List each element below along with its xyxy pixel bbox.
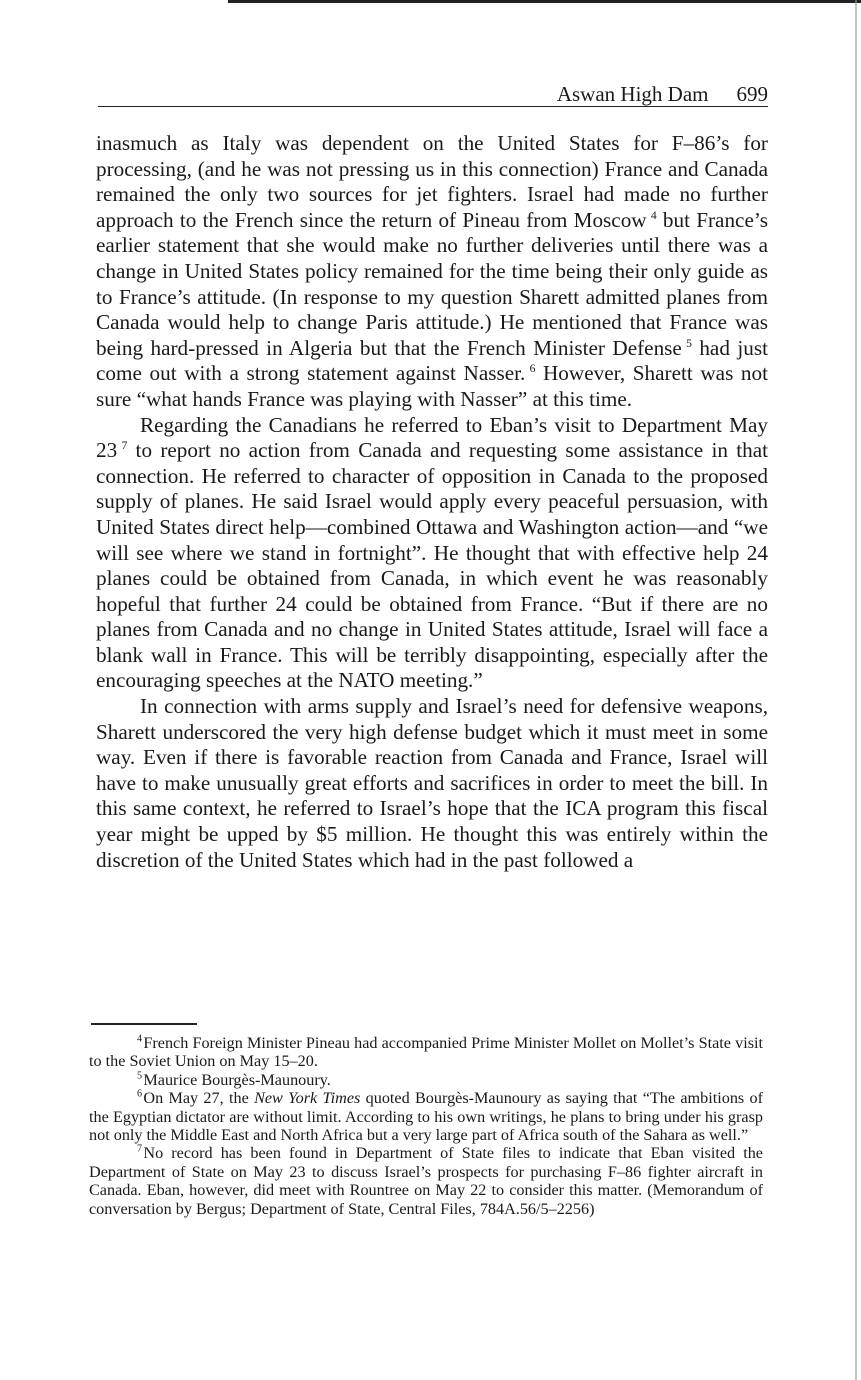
footnote-5	[89, 1071, 763, 1089]
footnote-number: 5	[137, 1070, 143, 1082]
footnote-text: Maurice Bourgès-Maunoury.	[143, 1070, 331, 1089]
newspaper-title: New York Times	[254, 1089, 361, 1108]
footnote-text-after: quoted Bourgès-Maunoury as saying that “The ambitions of the Egyptian dictator are without limit. According to his own writings, he plans to bring under his grasp not only the Middle East and North Africa but a very large part of Africa south of the Sahara as well.”	[89, 1089, 763, 1145]
footnote-number: 4	[137, 1033, 143, 1045]
paragraph-2-text-b: to report no action from Canada and requesting some assistance in that connection. He referred to character of opposition in Canada to the proposed supply of planes. He said Israel would apply every peaceful persuasion, with United States direct help—combined Ottawa and Washington action—and “we will see where we stand in fortnight”. He thought that with effective help 24 planes could be obtained from Canada, in which event he was reasonably hopeful that further 24 could be obtained from France. “But if there are no planes from Canada and no change in United States attitude, Israel will face a blank wall in France. This will be terribly disappointing, especially after the encouraging speeches at the NATO meeting.”	[96, 438, 768, 693]
footnote-6	[89, 1089, 763, 1144]
footnote-7	[89, 1144, 763, 1218]
page-number: 699	[736, 82, 768, 106]
paragraph-2-text-a: Regarding the Canadians he referred to Eban’s visit to Department May 23	[96, 412, 768, 463]
scan-top-edge	[228, 0, 861, 3]
paragraph-1-text-a: inasmuch as Italy was dependent on the United States for F–86’s for processing, (and he was not pressing us in this connection) France and Canada remained the only two sources for jet fighters. Israel had made no further approach to the French since the return of Pineau from Moscow	[96, 131, 768, 232]
footnote-number: 7	[137, 1144, 143, 1156]
footnotes	[89, 1034, 763, 1218]
footnote-ref-7: 7	[121, 439, 128, 453]
footnote-ref-4: 4	[650, 208, 657, 222]
body-text	[96, 131, 768, 873]
footnote-ref-5: 5	[686, 336, 692, 350]
footnote-text-before: On May 27, the	[143, 1089, 255, 1108]
footnote-text: No record has been found in Department of State files to indicate that Eban visited the Department of State on May 23 to discuss Israel’s prospects for purchasing F–86 fighter aircraft in Canada. Eban, however, did meet with Rountree on May 22 to consider this matter. (Memorandum of conversation by Bergus; Department of State, Central Files, 784A.56/5–2256)	[89, 1144, 763, 1218]
paragraph-1	[96, 131, 768, 413]
paragraph-3: In connection with arms supply and Israel’s need for defensive weapons, Sharett underscored the very high defense budget which it must meet in some way. Even if there is favorable reaction from Canada and France, Israel will have to make unusually great efforts and sacrifices in order to meet the bill. In this same context, he referred to Israel’s hope that the ICA program this fiscal year might be upped by $5 million. He thought this was entirely within the discretion of the United States which had in the past followed a	[96, 694, 768, 872]
paragraph-1-text-b: but France’s earlier statement that she would make no further deliveries until there was a change in United States policy remained for the time being their only guide as to France’s attitude. (In response to my question Sharett admitted planes from Canada would help to change Paris attitude.) He mentioned that France was being hard-pressed in Algeria but that the French Minister Defense	[96, 207, 768, 360]
running-header	[98, 82, 768, 107]
scan-right-edge	[855, 0, 857, 1380]
footnote-separator	[91, 1023, 197, 1025]
paragraph-1-text-d: However, Sharett was not sure “what hands France was playing with Nasser” at this time.	[96, 361, 769, 411]
running-title: Aswan High Dam	[556, 82, 709, 106]
footnote-text: French Foreign Minister Pineau had accompanied Prime Minister Mollet on Mollet’s State visit to the Soviet Union on May 15–20.	[89, 1034, 763, 1071]
footnote-number: 6	[137, 1088, 143, 1100]
footnote-4	[89, 1034, 763, 1071]
paragraph-1-text-c: had just come out with a strong statement against Nasser.	[96, 335, 768, 386]
paragraph-2	[96, 413, 768, 695]
footnote-ref-6: 6	[529, 362, 536, 376]
